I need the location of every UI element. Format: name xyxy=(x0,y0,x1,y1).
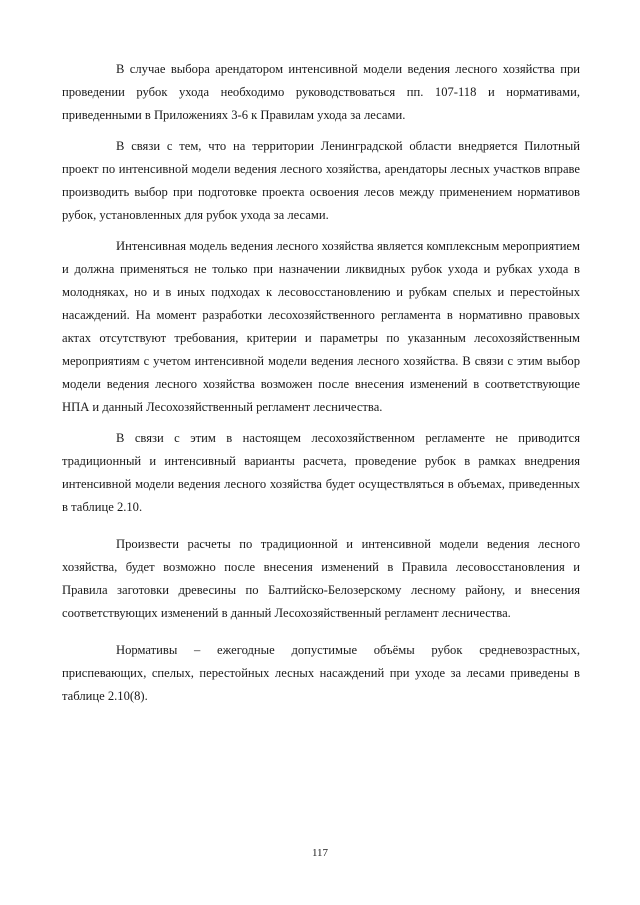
page-number: 117 xyxy=(311,847,329,859)
paragraph-5: Произвести расчеты по традиционной и интенсивной модели ведения лесного хозяйства, будет возможно после внесения изменений в Правила лесовосстановления и Правила заготовки древесины по Балтийско-Белозерскому лесному району, и внесения соответствующих изменений в данный Лесохозяйственный регламент лесничества. xyxy=(62,537,580,620)
paragraph-2: В связи с тем, что на территории Ленинградской области внедряется Пилотный проект по интенсивной модели ведения лесного хозяйства, арендаторы лесных участков вправе производить выбор при подготовке проекта освоения лесов между применением нормативов рубок, установленных для рубок ухода за лесами. xyxy=(62,139,580,222)
paragraph-6: Нормативы – ежегодные допустимые объёмы рубок средневозрастных, приспевающих, спелых, перестойных лесных насаждений при уходе за лесами приведены в таблице 2.10(8). xyxy=(62,643,580,703)
paragraph-1: В случае выбора арендатором интенсивной модели ведения лесного хозяйства при проведении рубок ухода необходимо руководствоваться пп. 107-118 и нормативами, приведенными в Приложениях 3-6 к Правилам ухода за лесами. xyxy=(62,62,580,122)
paragraph-4: В связи с этим в настоящем лесохозяйственном регламенте не приводится традиционный и интенсивный варианты расчета, проведение рубок в рамках внедрения интенсивной модели ведения лесного хозяйства будет осуществляться в объемах, приведенных в таблице 2.10. xyxy=(62,431,580,514)
paragraph-3: Интенсивная модель ведения лесного хозяйства является комплексным мероприятием и должна применяться не только при назначении ликвидных рубок ухода и рубках ухода в молодняках, но и в иных подходах к лесовосстановлению и рубкам спелых и перестойных насаждений. На момент разработки лесохозяйственного регламента в нормативно правовых актах отсутствуют требования, критерии и параметры по указанным лесохозяйственным мероприятиям с учетом интенсивной модели ведения лесного хозяйства. В связи с этим выбор модели ведения лесного хозяйства возможен после внесения изменений в соответствующие НПА и данный Лесохозяйственный регламент лесничества. xyxy=(62,239,580,414)
body-text xyxy=(62,58,580,708)
